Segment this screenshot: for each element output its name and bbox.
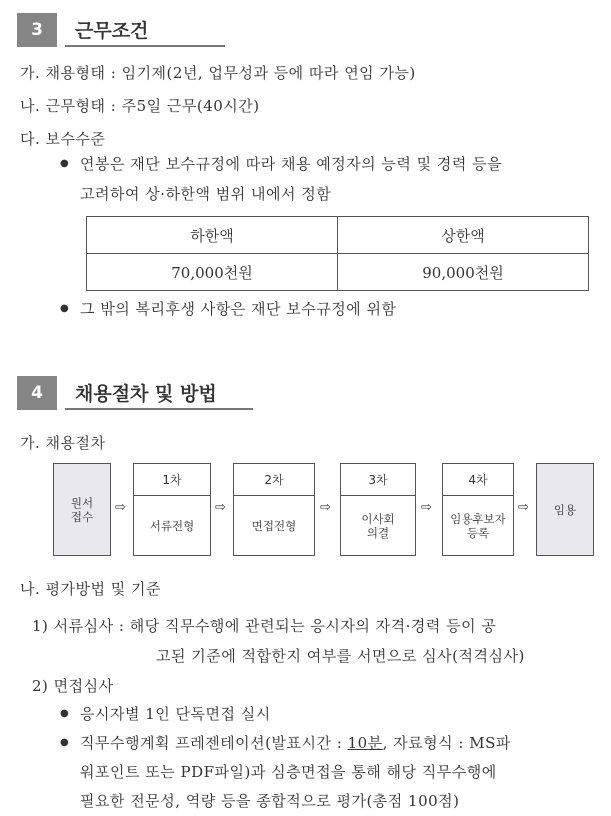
pay-value-max: 90,000천원 bbox=[338, 254, 589, 291]
interview-bullet-2: 직무수행계획 프레젠테이션(발표시간 : 10분, 자료형식 : MS파 bbox=[80, 734, 511, 752]
arrow-icon: ⇨ bbox=[421, 500, 432, 515]
bullet-dot: ● bbox=[60, 708, 69, 719]
section-3-header bbox=[17, 13, 225, 47]
bullet-dot: ● bbox=[60, 303, 69, 314]
work-type: 나. 근무형태 : 주5일 근무(40시간) bbox=[20, 97, 260, 115]
step-3: 3차 이사회 의결 bbox=[340, 463, 416, 556]
bullet-dot: ● bbox=[60, 737, 69, 748]
step-appointment: 임용 bbox=[536, 463, 594, 556]
arrow-icon: ⇨ bbox=[518, 500, 529, 515]
arrow-icon: ⇨ bbox=[215, 500, 226, 515]
bullet-dot: ● bbox=[60, 158, 69, 169]
pay-value-min: 70,000천원 bbox=[87, 254, 338, 291]
step-1: 1차 서류전형 bbox=[133, 463, 211, 556]
doc-review-1: 1) 서류심사 : 해당 직무수행에 관련되는 응시자의 자격·경력 등이 공 bbox=[32, 617, 497, 635]
interview-bullet-2-line2: 워포인트 또는 PDF파일)과 심층면접을 통해 해당 직무수행에 bbox=[80, 763, 497, 781]
section-4-number: 4 bbox=[17, 376, 57, 410]
section-4-title: 채용절차 및 방법 bbox=[65, 376, 253, 410]
step-2: 2차 면접전형 bbox=[233, 463, 315, 556]
welfare-text: 그 밖의 복리후생 사항은 재단 보수규정에 위함 bbox=[80, 300, 397, 318]
employment-type: 가. 채용형태 : 임기제(2년, 업무성과 등에 따라 연임 가능) bbox=[20, 64, 416, 82]
pay-level: 다. 보수수준 bbox=[20, 130, 106, 148]
interview-bullet-2-line3: 필요한 전문성, 역량 등을 종합적으로 평가(총점 100점) bbox=[80, 792, 460, 810]
salary-text-1: 연봉은 재단 보수규정에 따라 채용 예정자의 능력 및 경력 등을 bbox=[80, 155, 503, 173]
pay-header-min: 하한액 bbox=[87, 217, 338, 254]
evaluation-label: 나. 평가방법 및 기준 bbox=[20, 580, 161, 598]
pay-table bbox=[86, 216, 589, 291]
section-3-number: 3 bbox=[17, 13, 57, 47]
arrow-icon: ⇨ bbox=[115, 500, 126, 515]
step-4: 4차 임용후보자 등록 bbox=[442, 463, 514, 556]
interview-label: 2) 면접심사 bbox=[32, 677, 114, 695]
arrow-icon: ⇨ bbox=[320, 500, 331, 515]
section-4-header bbox=[17, 376, 253, 410]
salary-text-2: 고려하여 상·하한액 범위 내에서 정함 bbox=[80, 185, 332, 203]
pay-header-max: 상한액 bbox=[338, 217, 589, 254]
section-3-title: 근무조건 bbox=[65, 13, 225, 47]
presentation-time: 10분 bbox=[347, 734, 383, 752]
doc-review-2: 고된 기준에 적합한지 여부를 서면으로 심사(적격심사) bbox=[156, 647, 525, 665]
step-application: 원서 접수 bbox=[53, 463, 111, 556]
interview-bullet-1: 응시자별 1인 단독면접 실시 bbox=[80, 705, 271, 723]
hiring-procedure-label: 가. 채용절차 bbox=[20, 434, 106, 452]
